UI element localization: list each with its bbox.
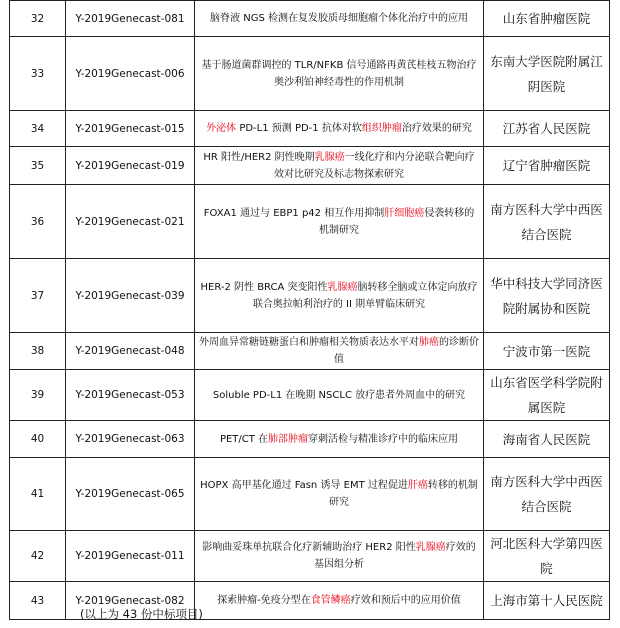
title-text: Soluble PD-L1 在晚期 NSCLC 放疗患者外周血中的研究 [212, 389, 466, 401]
organization: 江苏省人民医院 [484, 111, 610, 147]
title-text: 治疗效果的研究 [401, 123, 472, 134]
title-text: HR 阳性/HER2 阴性晚期 [203, 151, 315, 163]
title-text: 脑脊液 NGS 检测在复发胶质母细胞瘤个体化治疗中的应用 [210, 13, 468, 24]
project-code: Y-2019Genecast-011 [66, 531, 195, 582]
row-number: 39 [10, 370, 66, 421]
title-highlight: 肝癌 [407, 480, 428, 491]
row-number: 41 [10, 458, 66, 531]
row-number: 42 [10, 531, 66, 582]
title-text: 疗效的基因组分析 [314, 542, 476, 570]
project-title [195, 259, 484, 333]
organization: 河北医科大学第四医院 [484, 531, 610, 582]
title-text: 疗效和预后中的应用价值 [350, 595, 461, 606]
title-text: 基于肠道菌群调控的 TLR/NFKB 信号通路再黄芪桂枝五物治疗奥沙利铂神经毒性的作用机制 [201, 59, 477, 88]
table-row [10, 259, 610, 333]
organization: 华中科技大学同济医院附属协和医院 [484, 259, 610, 333]
row-number: 43 [10, 582, 66, 620]
title-text: 影响曲妥珠单抗联合化疗新辅助治疗 HER2 阳性 [202, 542, 416, 553]
title-text: 转移的机制研究 [329, 480, 478, 508]
title-highlight: 肺部肿瘤 [268, 433, 309, 445]
title-text: 一线化疗和内分泌联合靶向疗效对比研究及标志物探索研究 [274, 151, 475, 180]
row-number: 34 [10, 111, 66, 147]
organization: 南方医科大学中西医结合医院 [484, 458, 610, 531]
project-title [195, 370, 484, 421]
table-row [10, 421, 610, 458]
project-code: Y-2019Genecast-082 [66, 582, 195, 620]
project-title [195, 582, 484, 620]
title-text: 侵袭转移的机制研究 [319, 207, 475, 236]
table-row [10, 111, 610, 147]
table-row [10, 333, 610, 370]
project-title [195, 1, 484, 37]
project-title [195, 37, 484, 111]
organization: 东南大学医院附属江阴医院 [484, 37, 610, 111]
title-highlight: 乳腺癌 [314, 151, 345, 163]
row-number: 35 [10, 147, 66, 185]
title-text: 脑转移全脑或立体定向放疗联合奥拉帕利治疗的 II 期单臂临床研究 [252, 281, 478, 310]
table-row [10, 1, 610, 37]
project-title [195, 111, 484, 147]
project-title [195, 531, 484, 582]
organization: 南方医科大学中西医结合医院 [484, 185, 610, 259]
row-number: 32 [10, 1, 66, 37]
title-text: 穿刺活检与精准诊疗中的临床应用 [308, 433, 459, 445]
title-text: 的诊断价值 [334, 337, 479, 365]
organization: 山东省医学科学院附属医院 [484, 370, 610, 421]
organization: 山东省肿瘤医院 [484, 1, 610, 37]
project-code: Y-2019Genecast-019 [66, 147, 195, 185]
title-text: PET/CT 在 [219, 433, 269, 445]
table-row [10, 458, 610, 531]
project-code: Y-2019Genecast-039 [66, 259, 195, 333]
row-number: 40 [10, 421, 66, 458]
title-highlight: 乳腺癌 [327, 281, 358, 293]
project-code: Y-2019Genecast-006 [66, 37, 195, 111]
table-row [10, 37, 610, 111]
title-text: HOPX 高甲基化通过 Fasn 诱导 EMT 过程促进 [200, 480, 408, 491]
project-table [9, 0, 610, 620]
project-title [195, 458, 484, 531]
project-code: Y-2019Genecast-015 [66, 111, 195, 147]
project-title [195, 147, 484, 185]
project-code: Y-2019Genecast-053 [66, 370, 195, 421]
title-highlight: 肝细胞癌 [384, 207, 425, 219]
title-highlight: 外泌体 [206, 123, 237, 134]
footnote: (以上为 43 份中标项目) [80, 607, 203, 621]
project-code: Y-2019Genecast-065 [66, 458, 195, 531]
title-highlight: 肺癌 [419, 337, 439, 348]
row-number: 38 [10, 333, 66, 370]
title-text: FOXA1 通过与 EBP1 p42 相互作用抑制 [203, 207, 385, 219]
title-highlight: 乳腺癌 [415, 542, 446, 553]
title-text: 探索肿瘤-免疫分型在 [217, 595, 311, 606]
row-number: 33 [10, 37, 66, 111]
project-table-body [10, 1, 610, 620]
organization: 上海市第十人民医院 [484, 582, 610, 620]
table-row [10, 370, 610, 421]
project-title [195, 333, 484, 370]
project-code: Y-2019Genecast-081 [66, 1, 195, 37]
organization: 宁波市第一医院 [484, 333, 610, 370]
table-row [10, 185, 610, 259]
row-number: 37 [10, 259, 66, 333]
table-row [10, 531, 610, 582]
project-title [195, 185, 484, 259]
title-text: 外周血异常糖链糖蛋白和肿瘤相关物质表达水平对 [199, 337, 419, 348]
project-code: Y-2019Genecast-021 [66, 185, 195, 259]
title-highlight: 食管鳞癌 [310, 595, 351, 606]
title-text: PD-L1 预测 PD-1 抗体对软 [236, 123, 362, 134]
organization: 辽宁省肿瘤医院 [484, 147, 610, 185]
project-title [195, 421, 484, 458]
organization: 海南省人民医院 [484, 421, 610, 458]
row-number: 36 [10, 185, 66, 259]
project-code: Y-2019Genecast-048 [66, 333, 195, 370]
title-highlight: 组织肿瘤 [361, 123, 402, 134]
title-text: HER-2 阴性 BRCA 突变阳性 [200, 281, 328, 293]
project-code: Y-2019Genecast-063 [66, 421, 195, 458]
table-row [10, 147, 610, 185]
